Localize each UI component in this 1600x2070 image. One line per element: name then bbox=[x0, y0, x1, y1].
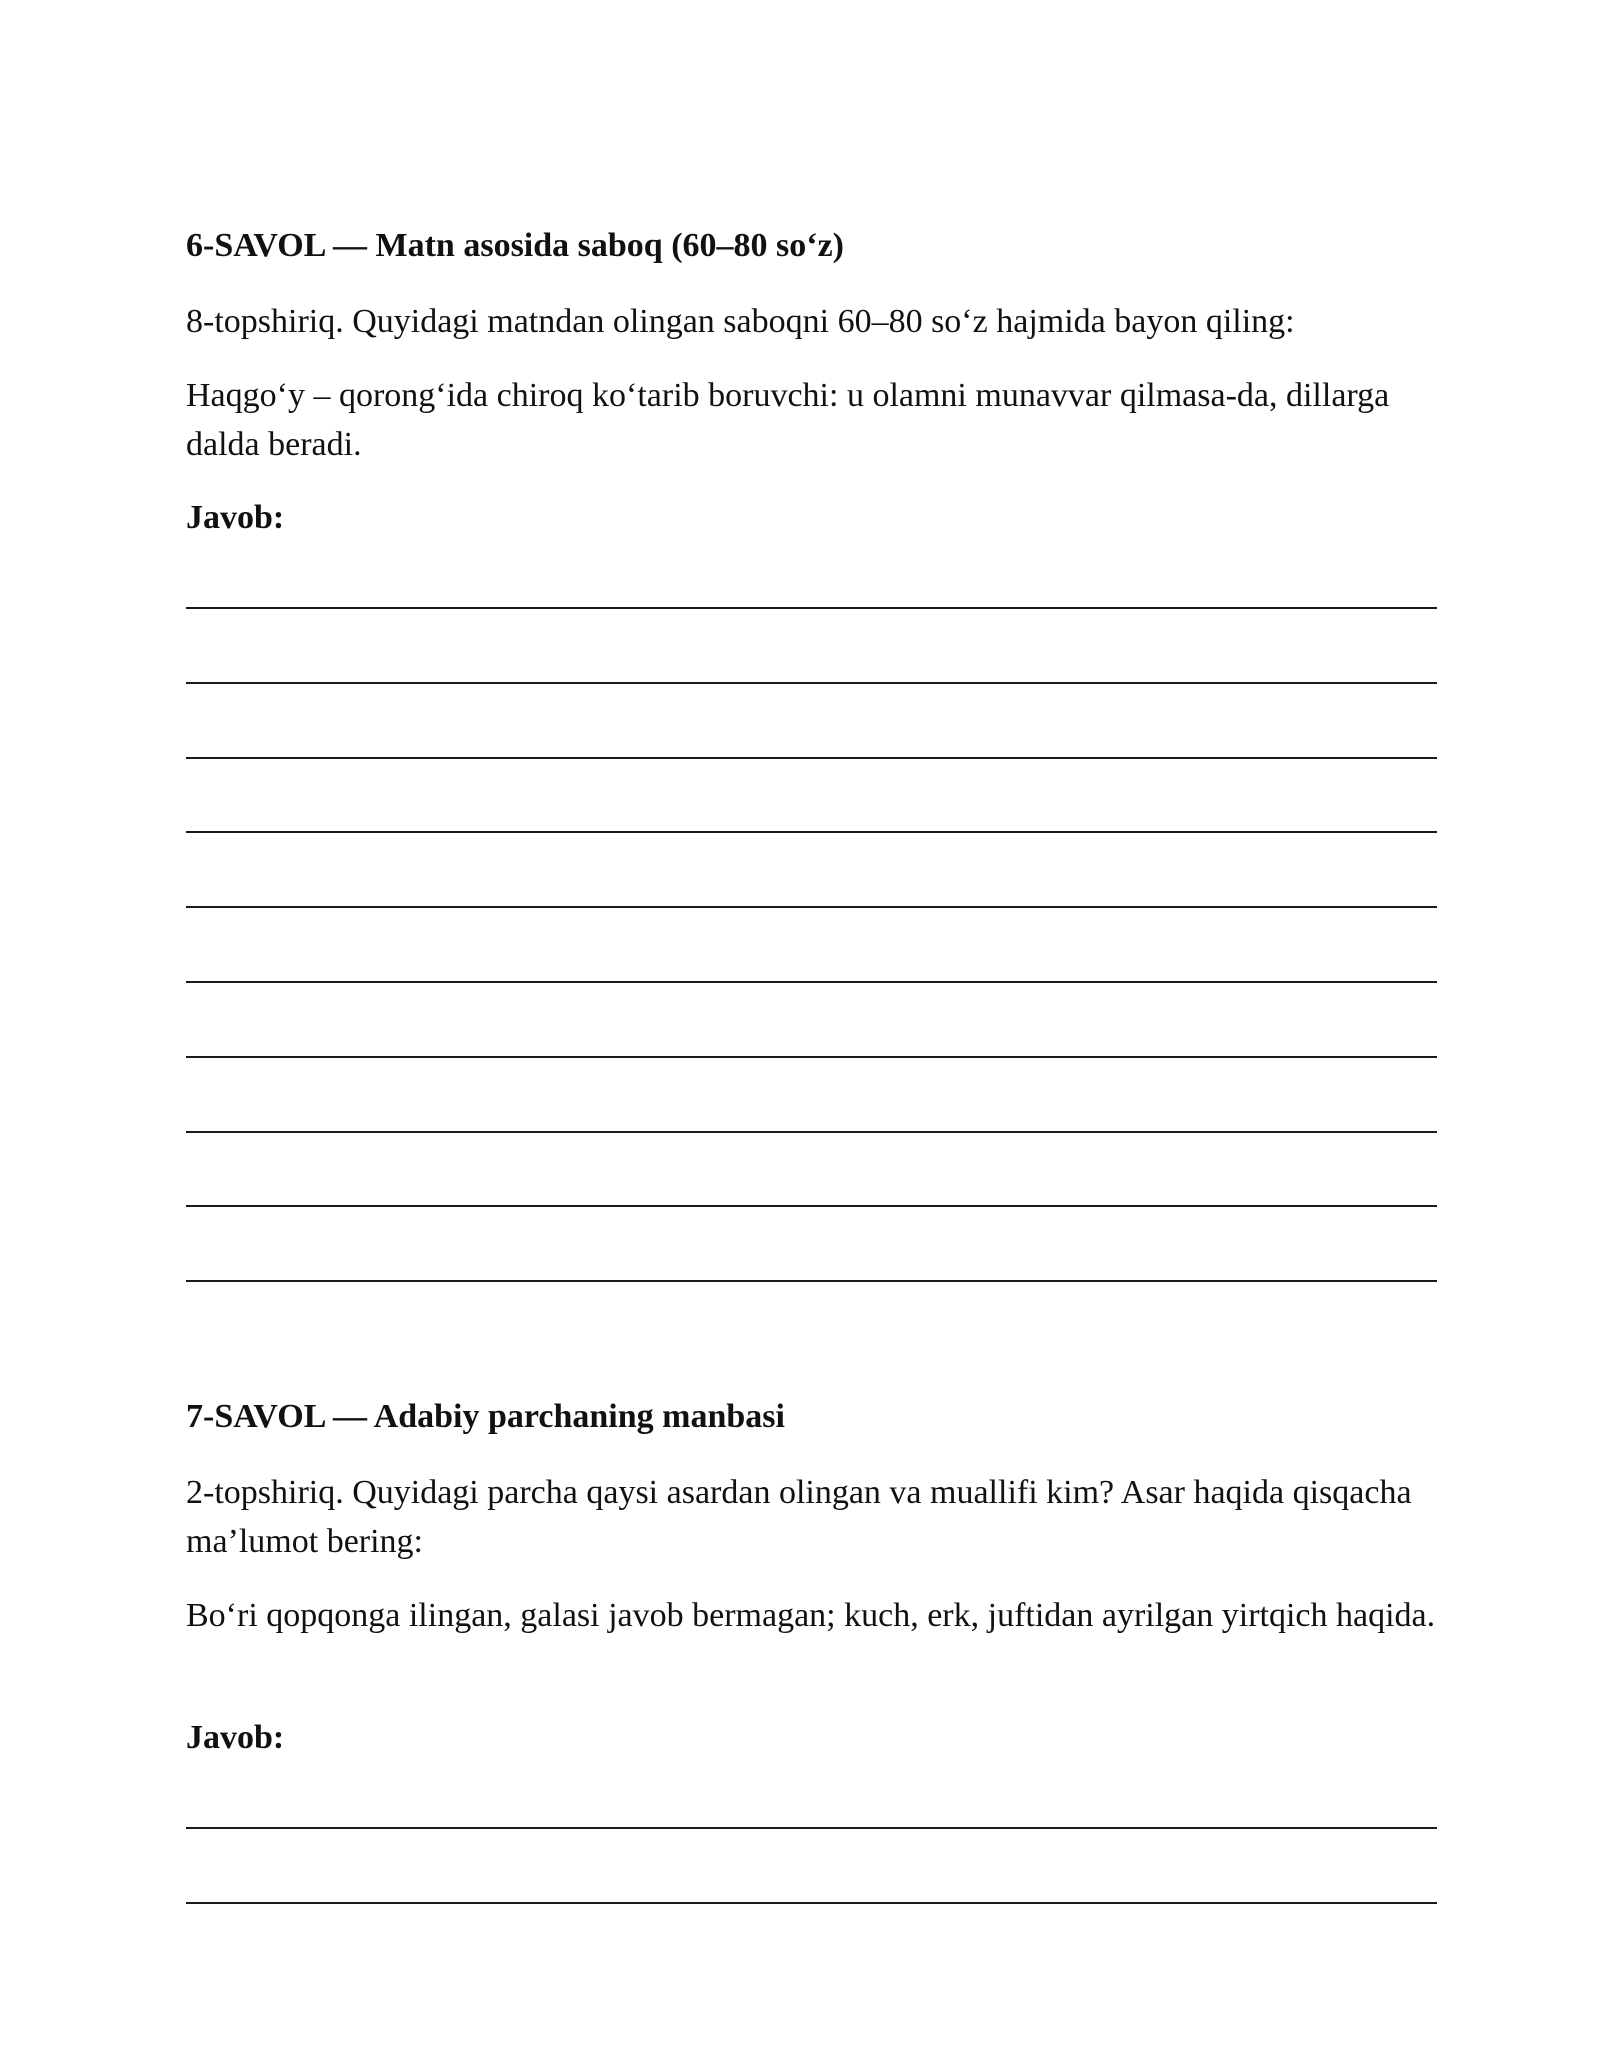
answer-line[interactable] bbox=[186, 1131, 1437, 1133]
question-6-quote: Haqgo‘y – qorong‘ida chiroq ko‘tarib boruvchi: u olamni munavvar qilmasa-da, dillarga dalda beradi. bbox=[186, 377, 1390, 463]
question-7-answer-label: Javob: bbox=[186, 1719, 285, 1756]
question-6-answer-label: Javob: bbox=[186, 499, 285, 536]
answer-line[interactable] bbox=[186, 1280, 1437, 1282]
question-7-task: 2-topshiriq. Quyidagi parcha qaysi asardan olingan va muallifi kim? Asar haqida qisqacha ma’lumot bering: bbox=[186, 1474, 1412, 1560]
answer-line[interactable] bbox=[186, 906, 1437, 908]
answer-line[interactable] bbox=[186, 757, 1437, 759]
answer-line[interactable] bbox=[186, 1056, 1437, 1058]
answer-line[interactable] bbox=[186, 682, 1437, 684]
question-7-quote: Bo‘ri qopqonga ilingan, galasi javob bermagan; kuch, erk, juftidan ayrilgan yirtqich haqida. bbox=[186, 1597, 1436, 1634]
answer-line[interactable] bbox=[186, 1902, 1437, 1904]
answer-line[interactable] bbox=[186, 981, 1437, 983]
answer-line[interactable] bbox=[186, 831, 1437, 833]
question-6-task: 8-topshiriq. Quyidagi matndan olingan saboqni 60–80 so‘z hajmida bayon qiling: bbox=[186, 303, 1295, 340]
question-7-heading: 7-SAVOL — Adabiy parchaning manbasi bbox=[186, 1398, 785, 1435]
answer-line[interactable] bbox=[186, 1827, 1437, 1829]
answer-line[interactable] bbox=[186, 1205, 1437, 1207]
answer-line[interactable] bbox=[186, 607, 1437, 609]
question-6-heading: 6-SAVOL — Matn asosida saboq (60–80 so‘z) bbox=[186, 227, 845, 264]
